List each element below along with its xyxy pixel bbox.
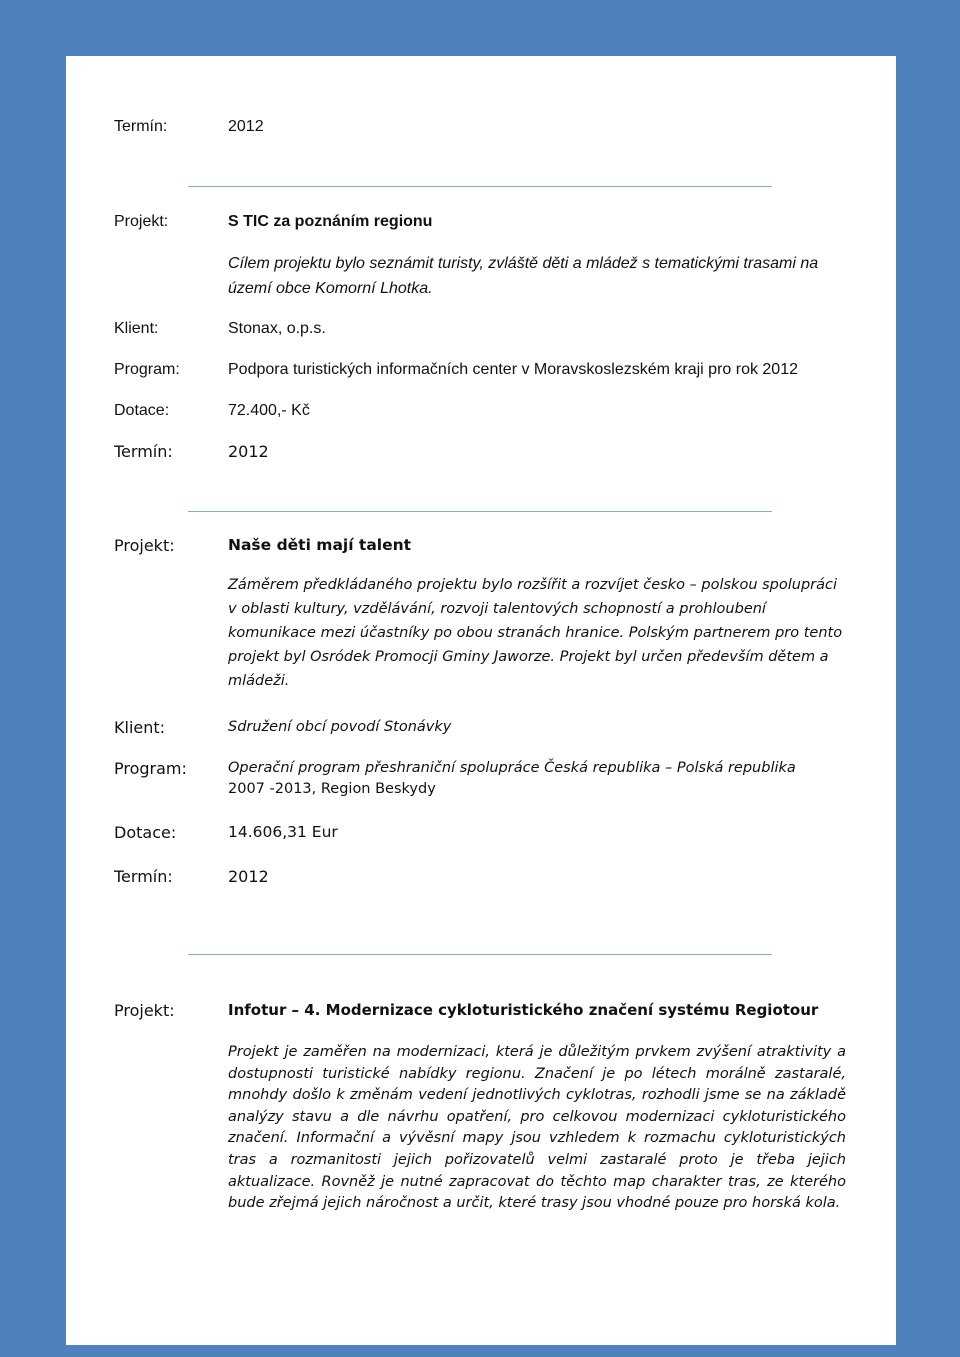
termin-label: Termín: — [114, 867, 173, 886]
termin-value: 2012 — [228, 867, 269, 886]
project-title: Infotur – 4. Modernizace cykloturistického značení systému Regiotour — [228, 1001, 819, 1019]
dotace-value: 72.400,- Kč — [228, 402, 310, 419]
klient-value: Sdružení obcí povodí Stonávky — [228, 719, 452, 735]
klient-value: Stonax, o.p.s. — [228, 320, 326, 337]
klient-label: Klient: — [114, 320, 159, 337]
page-border-right — [896, 0, 960, 1357]
page-border-left — [0, 0, 66, 1357]
separator-line — [188, 186, 772, 187]
page-border-top — [0, 0, 960, 56]
project-description-text: Cílem projektu bylo seznámit turisty, zvláště děti a mládež s tematickými trasami na území obce Komorní Lhotka. — [228, 255, 819, 297]
dotace-label: Dotace: — [114, 823, 177, 842]
project-description — [228, 251, 848, 301]
project-title: S TIC za poznáním regionu — [228, 213, 433, 230]
program-value-line2: 2007 -2013, Region Beskydy — [228, 781, 436, 797]
projekt-label: Projekt: — [114, 536, 175, 555]
dotace-value: 14.606,31 Eur — [228, 823, 338, 841]
termin-label: Termín: — [114, 118, 168, 135]
termin-value: 2012 — [228, 442, 269, 461]
dotace-label: Dotace: — [114, 402, 170, 419]
page-border-bottom — [0, 1345, 960, 1357]
separator-line — [188, 511, 772, 512]
termin-label: Termín: — [114, 442, 173, 461]
project-description: Záměrem předkládaného projektu bylo rozšířit a rozvíjet česko – polskou spolupráci v oblasti kultury, vzdělávání, rozvoji talentových schopností a prohloubení komunikace mezi účastníky po obou stranách hranice. Polským partnerem pro tento projekt byl Osródek Promocji Gminy Jaworze. Projekt byl určen především dětem a mládeži. — [228, 577, 843, 689]
program-value: Podpora turistických informačních center v Moravskoslezském kraji pro rok 2012 — [228, 361, 798, 378]
termin-value: 2012 — [228, 118, 264, 135]
program-label: Program: — [114, 759, 187, 778]
project-description: Projekt je zaměřen na modernizaci, která je důležitým prvkem zvýšení atraktivity a dostupnosti turistické nabídky regionu. Značení je po létech morálně zastaralé, mnohdy došlo k změnám vedení jednotlivých cyklotras, rozhodli jsme se na základě analýzy stavu a dle návrhu opatření, pro celkovou modernizaci cykloturistického značení. Informační a vývěsní mapy jsou vzhledem k rozmachu cykloturistických tras a rozmanitosti jejich pořizovatelů velmi zastaralé proto je třeba jejich aktualizace. Rovněž je nutné zapracovat do těchto map charakter tras, ze kterého bude zřejmá jejich náročnost a určit, které trasy jsou vhodné pouze pro horská kola. — [228, 1044, 846, 1212]
program-value-line1: Operační program přeshraniční spolupráce Česká republika – Polská republika — [228, 760, 796, 776]
klient-label: Klient: — [114, 718, 166, 737]
separator-line — [188, 954, 772, 955]
program-label: Program: — [114, 361, 180, 378]
projekt-label: Projekt: — [114, 1001, 175, 1020]
projekt-label: Projekt: — [114, 213, 169, 230]
project-title: Naše děti mají talent — [228, 536, 412, 554]
